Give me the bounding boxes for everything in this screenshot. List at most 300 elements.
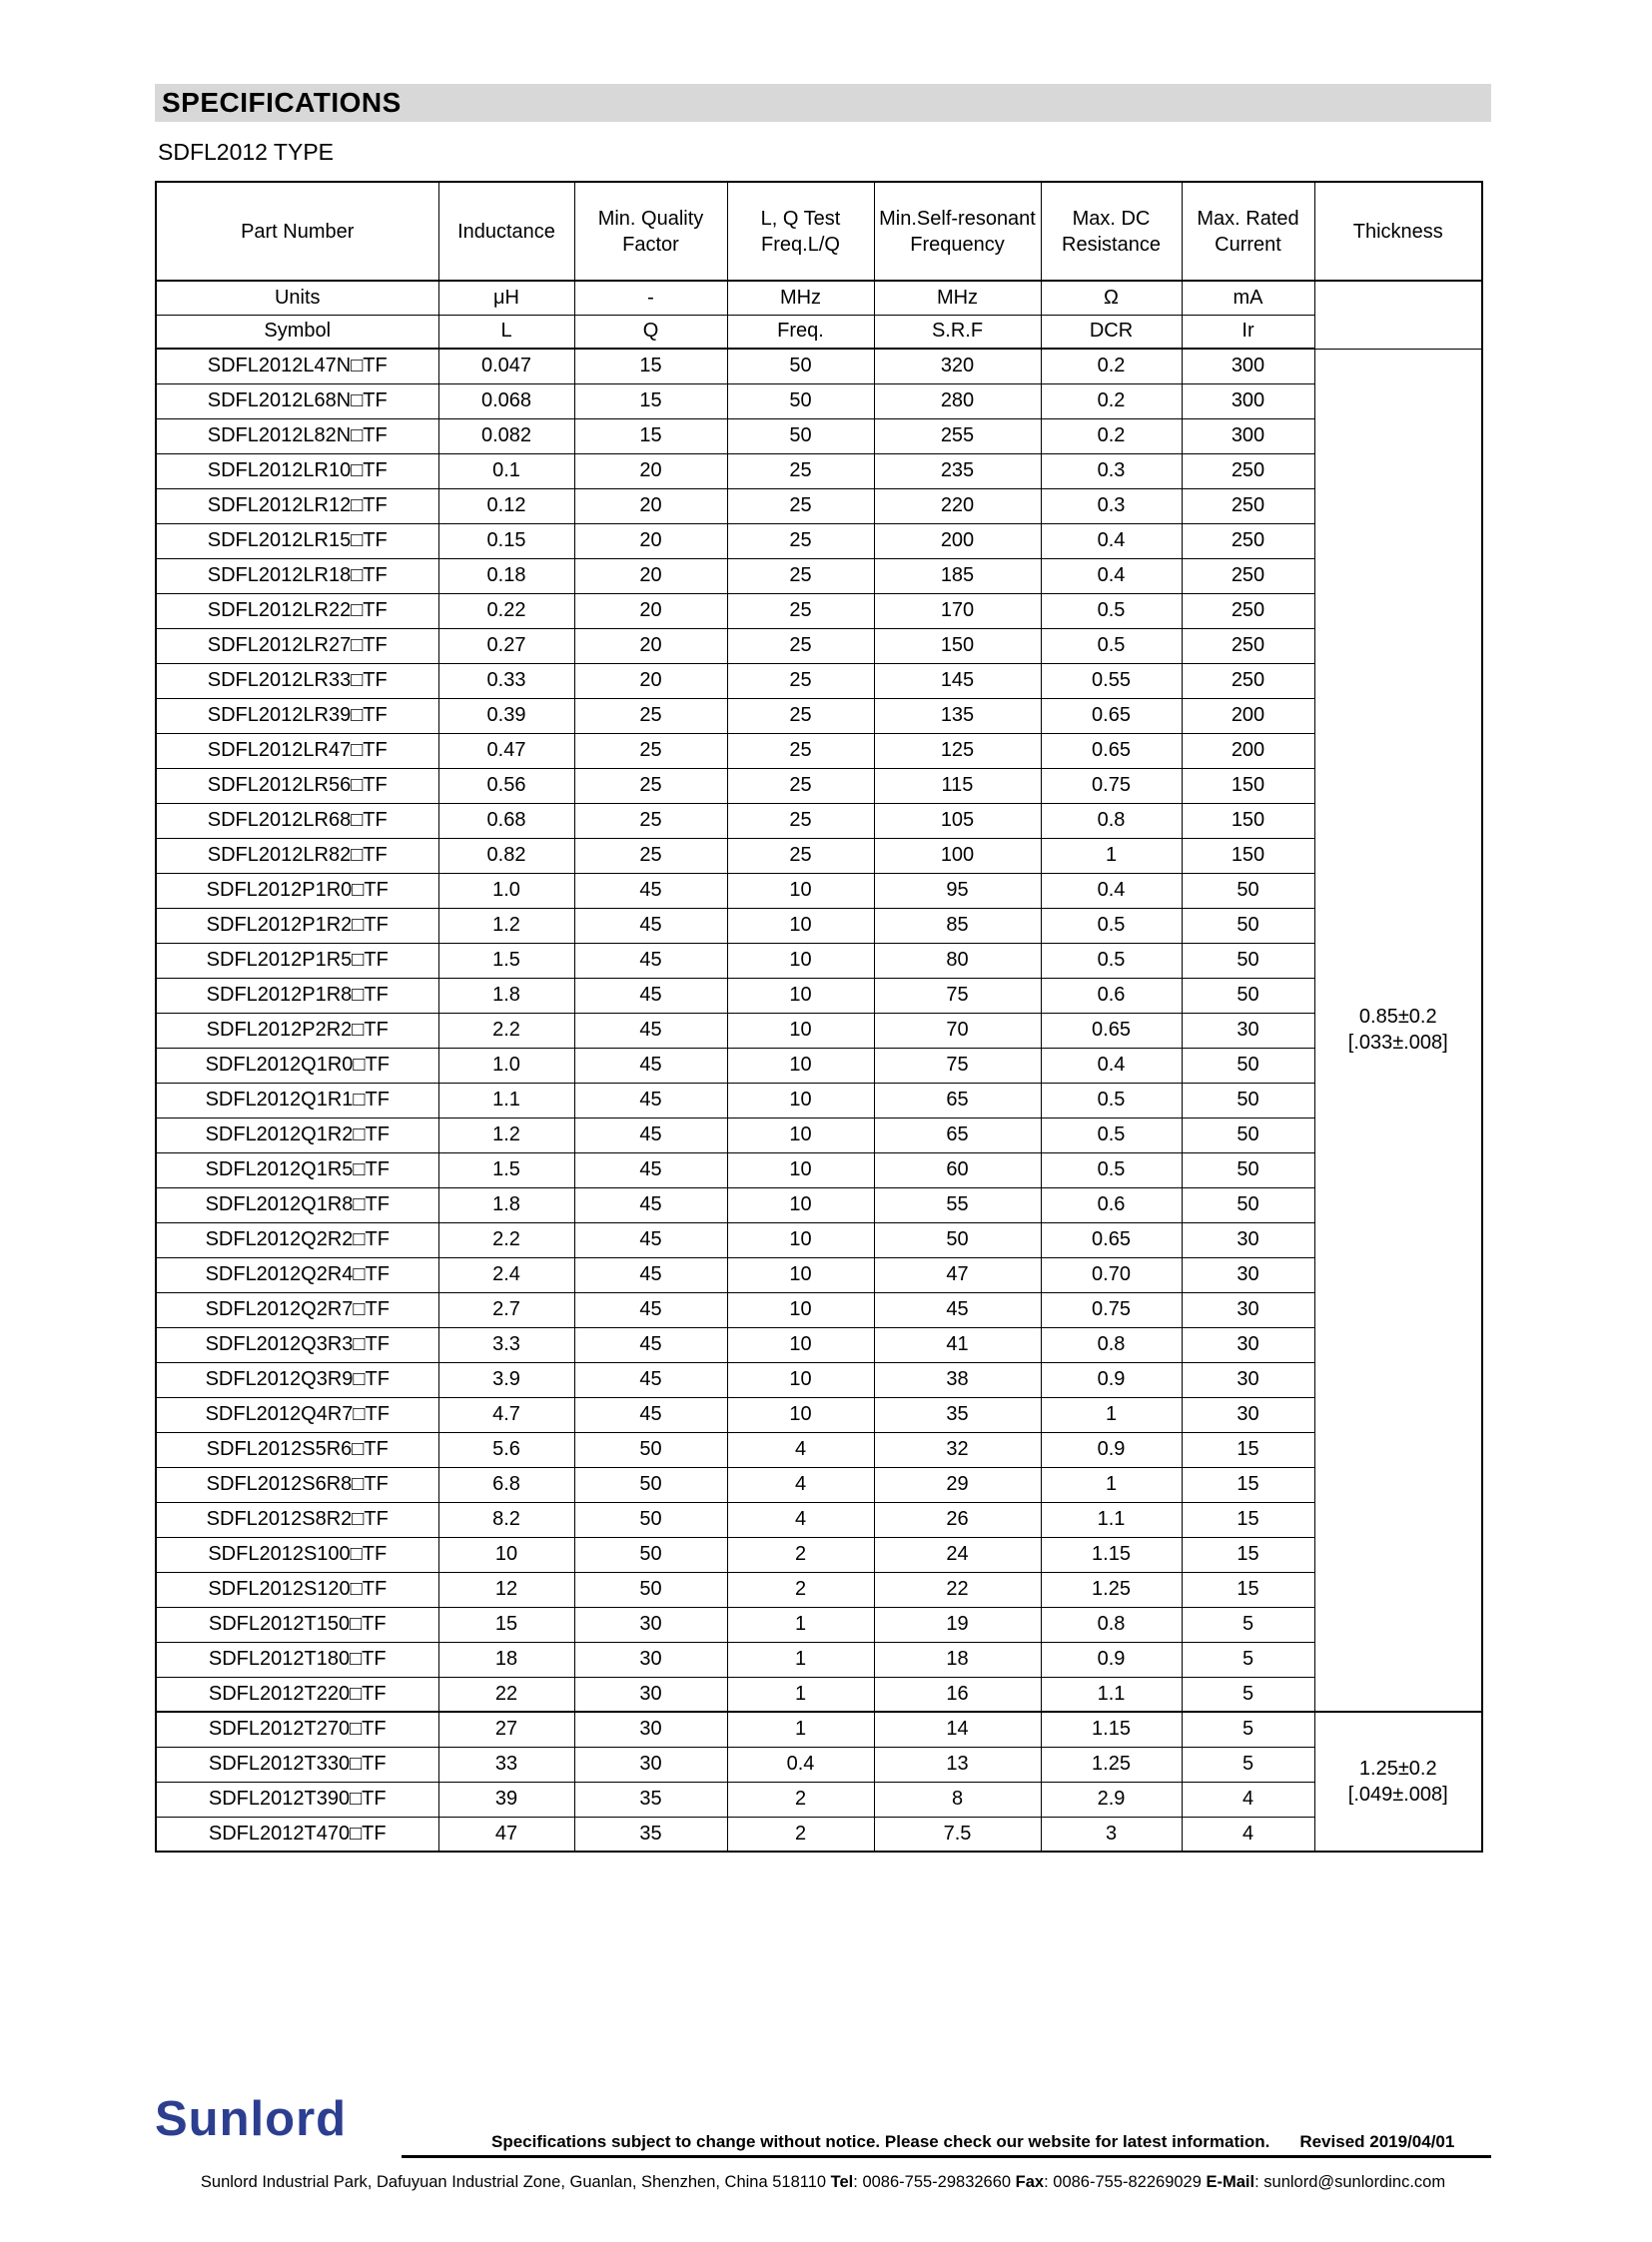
value-cell: 10 — [727, 978, 874, 1013]
table-row — [156, 1537, 1482, 1572]
value-cell: 250 — [1182, 453, 1314, 488]
value-cell: 135 — [874, 698, 1041, 733]
value-cell: 50 — [574, 1572, 727, 1607]
value-cell: 0.4 — [1041, 1048, 1182, 1083]
part-number-cell: SDFL2012LR56□TF — [156, 768, 438, 803]
fax-number: : 0086-755-82269029 — [1044, 2173, 1207, 2191]
table-row — [156, 1292, 1482, 1327]
value-cell: 45 — [574, 1187, 727, 1222]
value-cell: 0.56 — [438, 768, 574, 803]
value-cell: 3.9 — [438, 1362, 574, 1397]
value-cell: 250 — [1182, 628, 1314, 663]
part-number-cell: SDFL2012Q2R2□TF — [156, 1222, 438, 1257]
table-row — [156, 838, 1482, 873]
value-cell: 45 — [574, 1327, 727, 1362]
revised-date: Revised 2019/04/01 — [1299, 2132, 1455, 2151]
value-cell: 7.5 — [874, 1817, 1041, 1852]
part-number-cell: SDFL2012LR10□TF — [156, 453, 438, 488]
value-cell: 45 — [574, 943, 727, 978]
header-row — [156, 182, 1482, 281]
value-cell: 0.65 — [1041, 1013, 1182, 1048]
value-cell: 0.55 — [1041, 663, 1182, 698]
part-number-cell: SDFL2012Q1R2□TF — [156, 1118, 438, 1152]
part-number-cell: SDFL2012S6R8□TF — [156, 1467, 438, 1502]
part-number-cell: SDFL2012T330□TF — [156, 1747, 438, 1782]
table-row — [156, 1397, 1482, 1432]
table-row — [156, 349, 1482, 383]
value-cell: 1 — [727, 1677, 874, 1712]
value-cell: 0.4 — [1041, 558, 1182, 593]
cell-line: Part Number — [241, 220, 355, 243]
part-number-cell: SDFL2012L82N□TF — [156, 418, 438, 453]
table-row — [156, 1467, 1482, 1502]
value-cell: 50 — [727, 383, 874, 418]
value-cell: 250 — [1182, 663, 1314, 698]
table-row — [156, 978, 1482, 1013]
value-cell: 50 — [574, 1467, 727, 1502]
part-number-cell: SDFL2012LR22□TF — [156, 593, 438, 628]
value-cell: 300 — [1182, 418, 1314, 453]
value-cell: 0.4 — [1041, 523, 1182, 558]
cell-line: Inductance — [457, 220, 555, 243]
value-cell: 50 — [1182, 908, 1314, 943]
value-cell: 25 — [574, 768, 727, 803]
notice-text: Specifications subject to change without notice. Please check our website for latest information. — [491, 2132, 1270, 2151]
value-cell: 10 — [727, 1048, 874, 1083]
value-cell: 13 — [874, 1747, 1041, 1782]
cell-line: Min.Self-resonant — [879, 207, 1036, 230]
part-number-cell: SDFL2012L47N□TF — [156, 349, 438, 383]
value-cell: 19 — [874, 1607, 1041, 1642]
value-cell: 1 — [727, 1642, 874, 1677]
value-cell: 50 — [727, 349, 874, 383]
part-number-cell: SDFL2012Q3R3□TF — [156, 1327, 438, 1362]
part-number-cell: SDFL2012P2R2□TF — [156, 1013, 438, 1048]
type-subtitle: SDFL2012 TYPE — [158, 139, 335, 165]
value-cell: 1 — [1041, 1467, 1182, 1502]
value-cell: 65 — [874, 1118, 1041, 1152]
value-cell: 18 — [438, 1642, 574, 1677]
value-cell: 10 — [727, 908, 874, 943]
symbol-cell: L — [438, 315, 574, 349]
thickness-empty-cell — [1314, 281, 1482, 349]
value-cell: 30 — [574, 1712, 727, 1747]
col-header — [1041, 182, 1182, 281]
value-cell: 5 — [1182, 1642, 1314, 1677]
value-cell: 1 — [1041, 838, 1182, 873]
value-cell: 10 — [727, 1083, 874, 1118]
value-cell: 10 — [727, 1257, 874, 1292]
value-cell: 70 — [874, 1013, 1041, 1048]
value-cell: 1.5 — [438, 943, 574, 978]
value-cell: 10 — [727, 1327, 874, 1362]
part-number-cell: SDFL2012LR82□TF — [156, 838, 438, 873]
value-cell: 185 — [874, 558, 1041, 593]
value-cell: 30 — [574, 1607, 727, 1642]
value-cell: 0.5 — [1041, 908, 1182, 943]
value-cell: 0.65 — [1041, 698, 1182, 733]
value-cell: 10 — [727, 873, 874, 908]
value-cell: 10 — [727, 1118, 874, 1152]
value-cell: 10 — [727, 1362, 874, 1397]
part-number-cell: SDFL2012Q2R7□TF — [156, 1292, 438, 1327]
value-cell: 4 — [727, 1502, 874, 1537]
part-number-cell: SDFL2012S100□TF — [156, 1537, 438, 1572]
table-row — [156, 1747, 1482, 1782]
value-cell: 15 — [1182, 1432, 1314, 1467]
unit-cell: - — [574, 281, 727, 315]
cell-line: Max. Rated — [1197, 207, 1299, 230]
value-cell: 50 — [1182, 873, 1314, 908]
value-cell: 25 — [727, 698, 874, 733]
value-cell: 150 — [1182, 803, 1314, 838]
value-cell: 5 — [1182, 1677, 1314, 1712]
symbol-cell: S.R.F — [874, 315, 1041, 349]
col-header — [727, 182, 874, 281]
table-row — [156, 628, 1482, 663]
value-cell: 115 — [874, 768, 1041, 803]
table-row — [156, 418, 1482, 453]
fax-label: Fax — [1015, 2173, 1045, 2191]
value-cell: 5 — [1182, 1607, 1314, 1642]
table-row — [156, 1257, 1482, 1292]
symbol-cell: Freq. — [727, 315, 874, 349]
part-number-cell: SDFL2012Q1R1□TF — [156, 1083, 438, 1118]
value-cell: 30 — [1182, 1222, 1314, 1257]
value-cell: 0.5 — [1041, 1118, 1182, 1152]
value-cell: 45 — [574, 1118, 727, 1152]
value-cell: 250 — [1182, 488, 1314, 523]
value-cell: 145 — [874, 663, 1041, 698]
unit-cell: Ω — [1041, 281, 1182, 315]
value-cell: 29 — [874, 1467, 1041, 1502]
value-cell: 15 — [574, 418, 727, 453]
email-label: E-Mail — [1206, 2173, 1255, 2191]
value-cell: 75 — [874, 1048, 1041, 1083]
value-cell: 150 — [874, 628, 1041, 663]
value-cell: 45 — [574, 1048, 727, 1083]
value-cell: 41 — [874, 1327, 1041, 1362]
part-number-cell: SDFL2012Q2R4□TF — [156, 1257, 438, 1292]
value-cell: 35 — [574, 1782, 727, 1817]
value-cell: 35 — [874, 1397, 1041, 1432]
value-cell: 47 — [874, 1257, 1041, 1292]
part-number-cell: SDFL2012LR39□TF — [156, 698, 438, 733]
value-cell: 1.8 — [438, 978, 574, 1013]
cell-line: 0.85±0.2 — [1358, 1006, 1437, 1029]
value-cell: 10 — [438, 1537, 574, 1572]
value-cell: 45 — [574, 1083, 727, 1118]
symbol-cell: Q — [574, 315, 727, 349]
value-cell: 25 — [727, 838, 874, 873]
value-cell: 0.8 — [1041, 1607, 1182, 1642]
value-cell: 0.22 — [438, 593, 574, 628]
table-row — [156, 873, 1482, 908]
value-cell: 55 — [874, 1187, 1041, 1222]
value-cell: 25 — [727, 558, 874, 593]
value-cell: 1.0 — [438, 873, 574, 908]
value-cell: 10 — [727, 943, 874, 978]
value-cell: 1.0 — [438, 1048, 574, 1083]
value-cell: 0.12 — [438, 488, 574, 523]
value-cell: 1.25 — [1041, 1572, 1182, 1607]
value-cell: 45 — [574, 1257, 727, 1292]
value-cell: 15 — [574, 383, 727, 418]
table-row — [156, 1362, 1482, 1397]
value-cell: 45 — [574, 908, 727, 943]
table-row — [156, 733, 1482, 768]
value-cell: 45 — [874, 1292, 1041, 1327]
value-cell: 30 — [1182, 1327, 1314, 1362]
value-cell: 1.1 — [1041, 1677, 1182, 1712]
part-number-cell: SDFL2012LR47□TF — [156, 733, 438, 768]
address-text: Sunlord Industrial Park, Dafuyuan Industrial Zone, Guanlan, Shenzhen, China 518110 — [200, 2173, 831, 2191]
value-cell: 0.18 — [438, 558, 574, 593]
value-cell: 0.65 — [1041, 733, 1182, 768]
value-cell: 100 — [874, 838, 1041, 873]
value-cell: 0.2 — [1041, 383, 1182, 418]
value-cell: 0.75 — [1041, 768, 1182, 803]
value-cell: 14 — [874, 1712, 1041, 1747]
table-row — [156, 1118, 1482, 1152]
value-cell: 0.3 — [1041, 453, 1182, 488]
value-cell: 0.9 — [1041, 1642, 1182, 1677]
value-cell: 1 — [727, 1712, 874, 1747]
value-cell: 45 — [574, 1362, 727, 1397]
table-row — [156, 663, 1482, 698]
value-cell: 25 — [574, 698, 727, 733]
value-cell: 1.1 — [438, 1083, 574, 1118]
unit-cell: MHz — [874, 281, 1041, 315]
symbol-label: Symbol — [156, 315, 438, 349]
cell-line: [.033±.008] — [1347, 1032, 1448, 1055]
value-cell: 50 — [1182, 1152, 1314, 1187]
value-cell: 10 — [727, 1152, 874, 1187]
table-row — [156, 593, 1482, 628]
table-row — [156, 1712, 1482, 1747]
value-cell: 25 — [727, 663, 874, 698]
value-cell: 20 — [574, 453, 727, 488]
cell-line: [.049±.008] — [1347, 1784, 1448, 1806]
value-cell: 5 — [1182, 1712, 1314, 1747]
value-cell: 105 — [874, 803, 1041, 838]
value-cell: 25 — [727, 453, 874, 488]
value-cell: 0.5 — [1041, 1083, 1182, 1118]
tel-label: Tel — [830, 2173, 854, 2191]
value-cell: 1.15 — [1041, 1537, 1182, 1572]
value-cell: 4 — [727, 1467, 874, 1502]
value-cell: 1.2 — [438, 908, 574, 943]
value-cell: 50 — [1182, 1083, 1314, 1118]
value-cell: 20 — [574, 663, 727, 698]
table-row — [156, 1013, 1482, 1048]
value-cell: 1.25 — [1041, 1747, 1182, 1782]
value-cell: 0.70 — [1041, 1257, 1182, 1292]
value-cell: 0.6 — [1041, 978, 1182, 1013]
value-cell: 50 — [574, 1537, 727, 1572]
value-cell: 300 — [1182, 349, 1314, 383]
col-header — [438, 182, 574, 281]
value-cell: 20 — [574, 628, 727, 663]
col-header — [156, 182, 438, 281]
value-cell: 0.15 — [438, 523, 574, 558]
value-cell: 4 — [727, 1432, 874, 1467]
table-row — [156, 1607, 1482, 1642]
value-cell: 15 — [1182, 1467, 1314, 1502]
table-row — [156, 1677, 1482, 1712]
value-cell: 150 — [1182, 838, 1314, 873]
value-cell: 60 — [874, 1152, 1041, 1187]
value-cell: 30 — [574, 1677, 727, 1712]
value-cell: 0.75 — [1041, 1292, 1182, 1327]
value-cell: 32 — [874, 1432, 1041, 1467]
value-cell: 2.2 — [438, 1013, 574, 1048]
table-row — [156, 558, 1482, 593]
table-row — [156, 1432, 1482, 1467]
value-cell: 5.6 — [438, 1432, 574, 1467]
value-cell: 0.8 — [1041, 1327, 1182, 1362]
value-cell: 250 — [1182, 558, 1314, 593]
value-cell: 1 — [727, 1607, 874, 1642]
value-cell: 20 — [574, 488, 727, 523]
value-cell: 0.4 — [1041, 873, 1182, 908]
value-cell: 235 — [874, 453, 1041, 488]
value-cell: 200 — [874, 523, 1041, 558]
value-cell: 25 — [727, 593, 874, 628]
value-cell: 2 — [727, 1782, 874, 1817]
table-head — [156, 182, 1482, 349]
value-cell: 0.9 — [1041, 1432, 1182, 1467]
value-cell: 0.33 — [438, 663, 574, 698]
table-row — [156, 1327, 1482, 1362]
table-row — [156, 488, 1482, 523]
table-row — [156, 1782, 1482, 1817]
value-cell: 280 — [874, 383, 1041, 418]
value-cell: 25 — [727, 628, 874, 663]
value-cell: 50 — [574, 1432, 727, 1467]
value-cell: 39 — [438, 1782, 574, 1817]
part-number-cell: SDFL2012Q1R5□TF — [156, 1152, 438, 1187]
value-cell: 3 — [1041, 1817, 1182, 1852]
value-cell: 0.6 — [1041, 1187, 1182, 1222]
part-number-cell: SDFL2012P1R0□TF — [156, 873, 438, 908]
value-cell: 50 — [874, 1222, 1041, 1257]
table-row — [156, 453, 1482, 488]
value-cell: 125 — [874, 733, 1041, 768]
value-cell: 25 — [574, 838, 727, 873]
value-cell: 30 — [1182, 1362, 1314, 1397]
value-cell: 220 — [874, 488, 1041, 523]
value-cell: 0.47 — [438, 733, 574, 768]
cell-line: Resistance — [1062, 233, 1161, 256]
value-cell: 25 — [727, 768, 874, 803]
part-number-cell: SDFL2012T150□TF — [156, 1607, 438, 1642]
sunlord-logo: Sunlord — [155, 2092, 348, 2146]
part-number-cell: SDFL2012T220□TF — [156, 1677, 438, 1712]
value-cell: 250 — [1182, 593, 1314, 628]
value-cell: 320 — [874, 349, 1041, 383]
value-cell: 0.2 — [1041, 418, 1182, 453]
value-cell: 1.2 — [438, 1118, 574, 1152]
value-cell: 10 — [727, 1013, 874, 1048]
table-row — [156, 803, 1482, 838]
value-cell: 1.5 — [438, 1152, 574, 1187]
part-number-cell: SDFL2012LR15□TF — [156, 523, 438, 558]
table-body — [156, 349, 1482, 1852]
value-cell: 45 — [574, 978, 727, 1013]
value-cell: 0.2 — [1041, 349, 1182, 383]
value-cell: 33 — [438, 1747, 574, 1782]
address-line — [155, 2173, 1491, 2192]
value-cell: 38 — [874, 1362, 1041, 1397]
value-cell: 22 — [438, 1677, 574, 1712]
value-cell: 50 — [1182, 943, 1314, 978]
value-cell: 25 — [727, 733, 874, 768]
value-cell: 95 — [874, 873, 1041, 908]
value-cell: 0.82 — [438, 838, 574, 873]
part-number-cell: SDFL2012S8R2□TF — [156, 1502, 438, 1537]
table-row — [156, 1048, 1482, 1083]
value-cell: 50 — [1182, 1048, 1314, 1083]
table-row — [156, 1817, 1482, 1852]
value-cell: 8 — [874, 1782, 1041, 1817]
value-cell: 8.2 — [438, 1502, 574, 1537]
value-cell: 50 — [727, 418, 874, 453]
cell-line: Factor — [622, 233, 679, 256]
value-cell: 45 — [574, 1013, 727, 1048]
value-cell: 0.047 — [438, 349, 574, 383]
value-cell: 22 — [874, 1572, 1041, 1607]
page-title: SPECIFICATIONS — [155, 84, 1491, 122]
unit-cell: μH — [438, 281, 574, 315]
cell-line: Thickness — [1352, 220, 1443, 243]
value-cell: 24 — [874, 1537, 1041, 1572]
part-number-cell: SDFL2012S120□TF — [156, 1572, 438, 1607]
value-cell: 15 — [438, 1607, 574, 1642]
value-cell: 250 — [1182, 523, 1314, 558]
value-cell: 45 — [574, 1222, 727, 1257]
value-cell: 0.3 — [1041, 488, 1182, 523]
value-cell: 1.1 — [1041, 1502, 1182, 1537]
value-cell: 0.65 — [1041, 1222, 1182, 1257]
part-number-cell: SDFL2012P1R5□TF — [156, 943, 438, 978]
value-cell: 10 — [727, 1397, 874, 1432]
value-cell: 16 — [874, 1677, 1041, 1712]
col-header — [1314, 182, 1482, 281]
value-cell: 25 — [727, 488, 874, 523]
value-cell: 15 — [574, 349, 727, 383]
value-cell: 2 — [727, 1537, 874, 1572]
value-cell: 4 — [1182, 1782, 1314, 1817]
part-number-cell: SDFL2012Q1R0□TF — [156, 1048, 438, 1083]
value-cell: 0.5 — [1041, 1152, 1182, 1187]
value-cell: 50 — [1182, 978, 1314, 1013]
col-header — [1182, 182, 1314, 281]
value-cell: 2.4 — [438, 1257, 574, 1292]
tel-number: : 0086-755-29832660 — [853, 2173, 1016, 2191]
value-cell: 0.27 — [438, 628, 574, 663]
table-row — [156, 768, 1482, 803]
value-cell: 45 — [574, 1292, 727, 1327]
value-cell: 26 — [874, 1502, 1041, 1537]
cell-line: 1.25±0.2 — [1358, 1758, 1437, 1780]
value-cell: 2 — [727, 1817, 874, 1852]
value-cell: 15 — [1182, 1537, 1314, 1572]
value-cell: 0.5 — [1041, 943, 1182, 978]
value-cell: 1.15 — [1041, 1712, 1182, 1747]
value-cell: 200 — [1182, 733, 1314, 768]
table-row — [156, 1642, 1482, 1677]
